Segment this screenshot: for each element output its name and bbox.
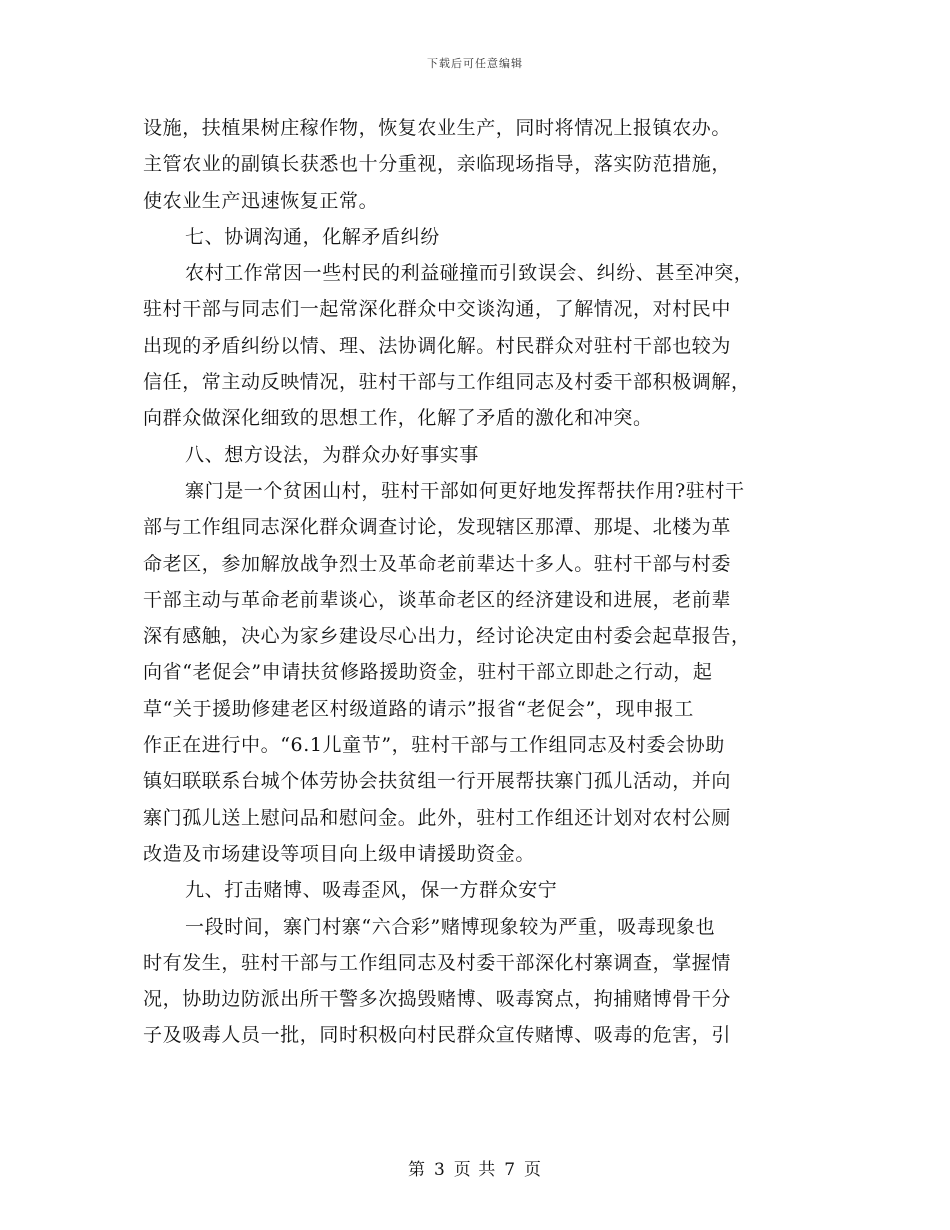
text-line: 主管农业的副镇长获悉也十分重视，亲临现场指导，落实防范措施， <box>143 153 732 176</box>
page-footer <box>0 1155 950 1180</box>
text-line: 信任，常主动反映情况，驻村干部与工作组同志及村委干部积极调解， <box>143 371 751 394</box>
text-line: 向省“老促会”申请扶贫修路援助资金，驻村干部立即赴之行动，起 <box>143 661 713 684</box>
text-line: 干部主动与革命老前辈谈心，谈革命老区的经济建设和进展，老前辈 <box>143 588 732 611</box>
section-heading-7: 七、协调沟通，化解矛盾纠纷 <box>185 225 440 248</box>
section-heading-8: 八、想方设法，为群众办好事实事 <box>185 443 480 466</box>
text-line: 深有感触，决心为家乡建设尽心出力，经讨论决定由村委会起草报告， <box>143 625 751 648</box>
text-line: 时有发生，驻村干部与工作组同志及村委干部深化村寨调查，掌握情 <box>143 951 732 974</box>
text-line: 向群众做深化细致的思想工作，化解了矛盾的激化和冲突。 <box>143 407 653 430</box>
text-line: 作正在进行中。“6.1儿童节”，驻村干部与工作组同志及村委会协助 <box>143 734 725 757</box>
text-line: 一段时间，寨门村寨“六合彩”赌博现象较为严重，吸毒现象也 <box>185 915 716 938</box>
text-line: 子及吸毒人员一批，同时积极向村民群众宣传赌博、吸毒的危害，引 <box>143 1024 732 1047</box>
page-total: 7 <box>504 1160 517 1180</box>
text-line: 草“关于援助修建老区村级道路的请示”报省“老促会”，现申报工 <box>143 697 694 720</box>
text-line: 寨门是一个贫困山村，驻村干部如何更好地发挥帮扶作用?驻村干 <box>185 479 745 502</box>
footer-suffix: 页 <box>524 1160 543 1180</box>
header-note: 下载后可任意编辑 <box>427 57 523 70</box>
text-line: 命老区，参加解放战争烈士及革命老前辈达十多人。驻村干部与村委 <box>143 552 732 575</box>
section-heading-9: 九、打击赌博、吸毒歪风，保一方群众安宁 <box>185 879 558 902</box>
text-line: 改造及市场建设等项目向上级申请援助资金。 <box>143 842 536 865</box>
text-line: 出现的矛盾纠纷以情、理、法协调化解。村民群众对驻村干部也较为 <box>143 334 732 357</box>
text-line: 部与工作组同志深化群众调查讨论，发现辖区那潭、那堤、北楼为革 <box>143 516 732 539</box>
text-line: 况，协助边防派出所干警多次捣毁赌博、吸毒窝点，拘捕赌博骨干分 <box>143 988 732 1011</box>
text-line: 镇妇联联系台城个体劳协会扶贫组一行开展帮扶寨门孤儿活动，并向 <box>143 770 732 793</box>
text-line: 农村工作常因一些村民的利益碰撞而引致误会、纠纷、甚至冲突， <box>185 262 754 285</box>
text-line: 使农业生产迅速恢复正常。 <box>143 189 379 212</box>
text-line: 寨门孤儿送上慰问品和慰问金。此外，驻村工作组还计划对农村公厕 <box>143 806 732 829</box>
text-line: 驻村干部与同志们一起常深化群众中交谈沟通，了解情况，对村民中 <box>143 298 732 321</box>
text-line: 设施，扶植果树庄稼作物，恢复农业生产，同时将情况上报镇农办。 <box>143 117 732 139</box>
page-number: 3 <box>433 1160 446 1180</box>
footer-middle: 页 共 <box>453 1160 497 1180</box>
document-body <box>143 110 813 1054</box>
footer-prefix: 第 <box>407 1160 426 1180</box>
